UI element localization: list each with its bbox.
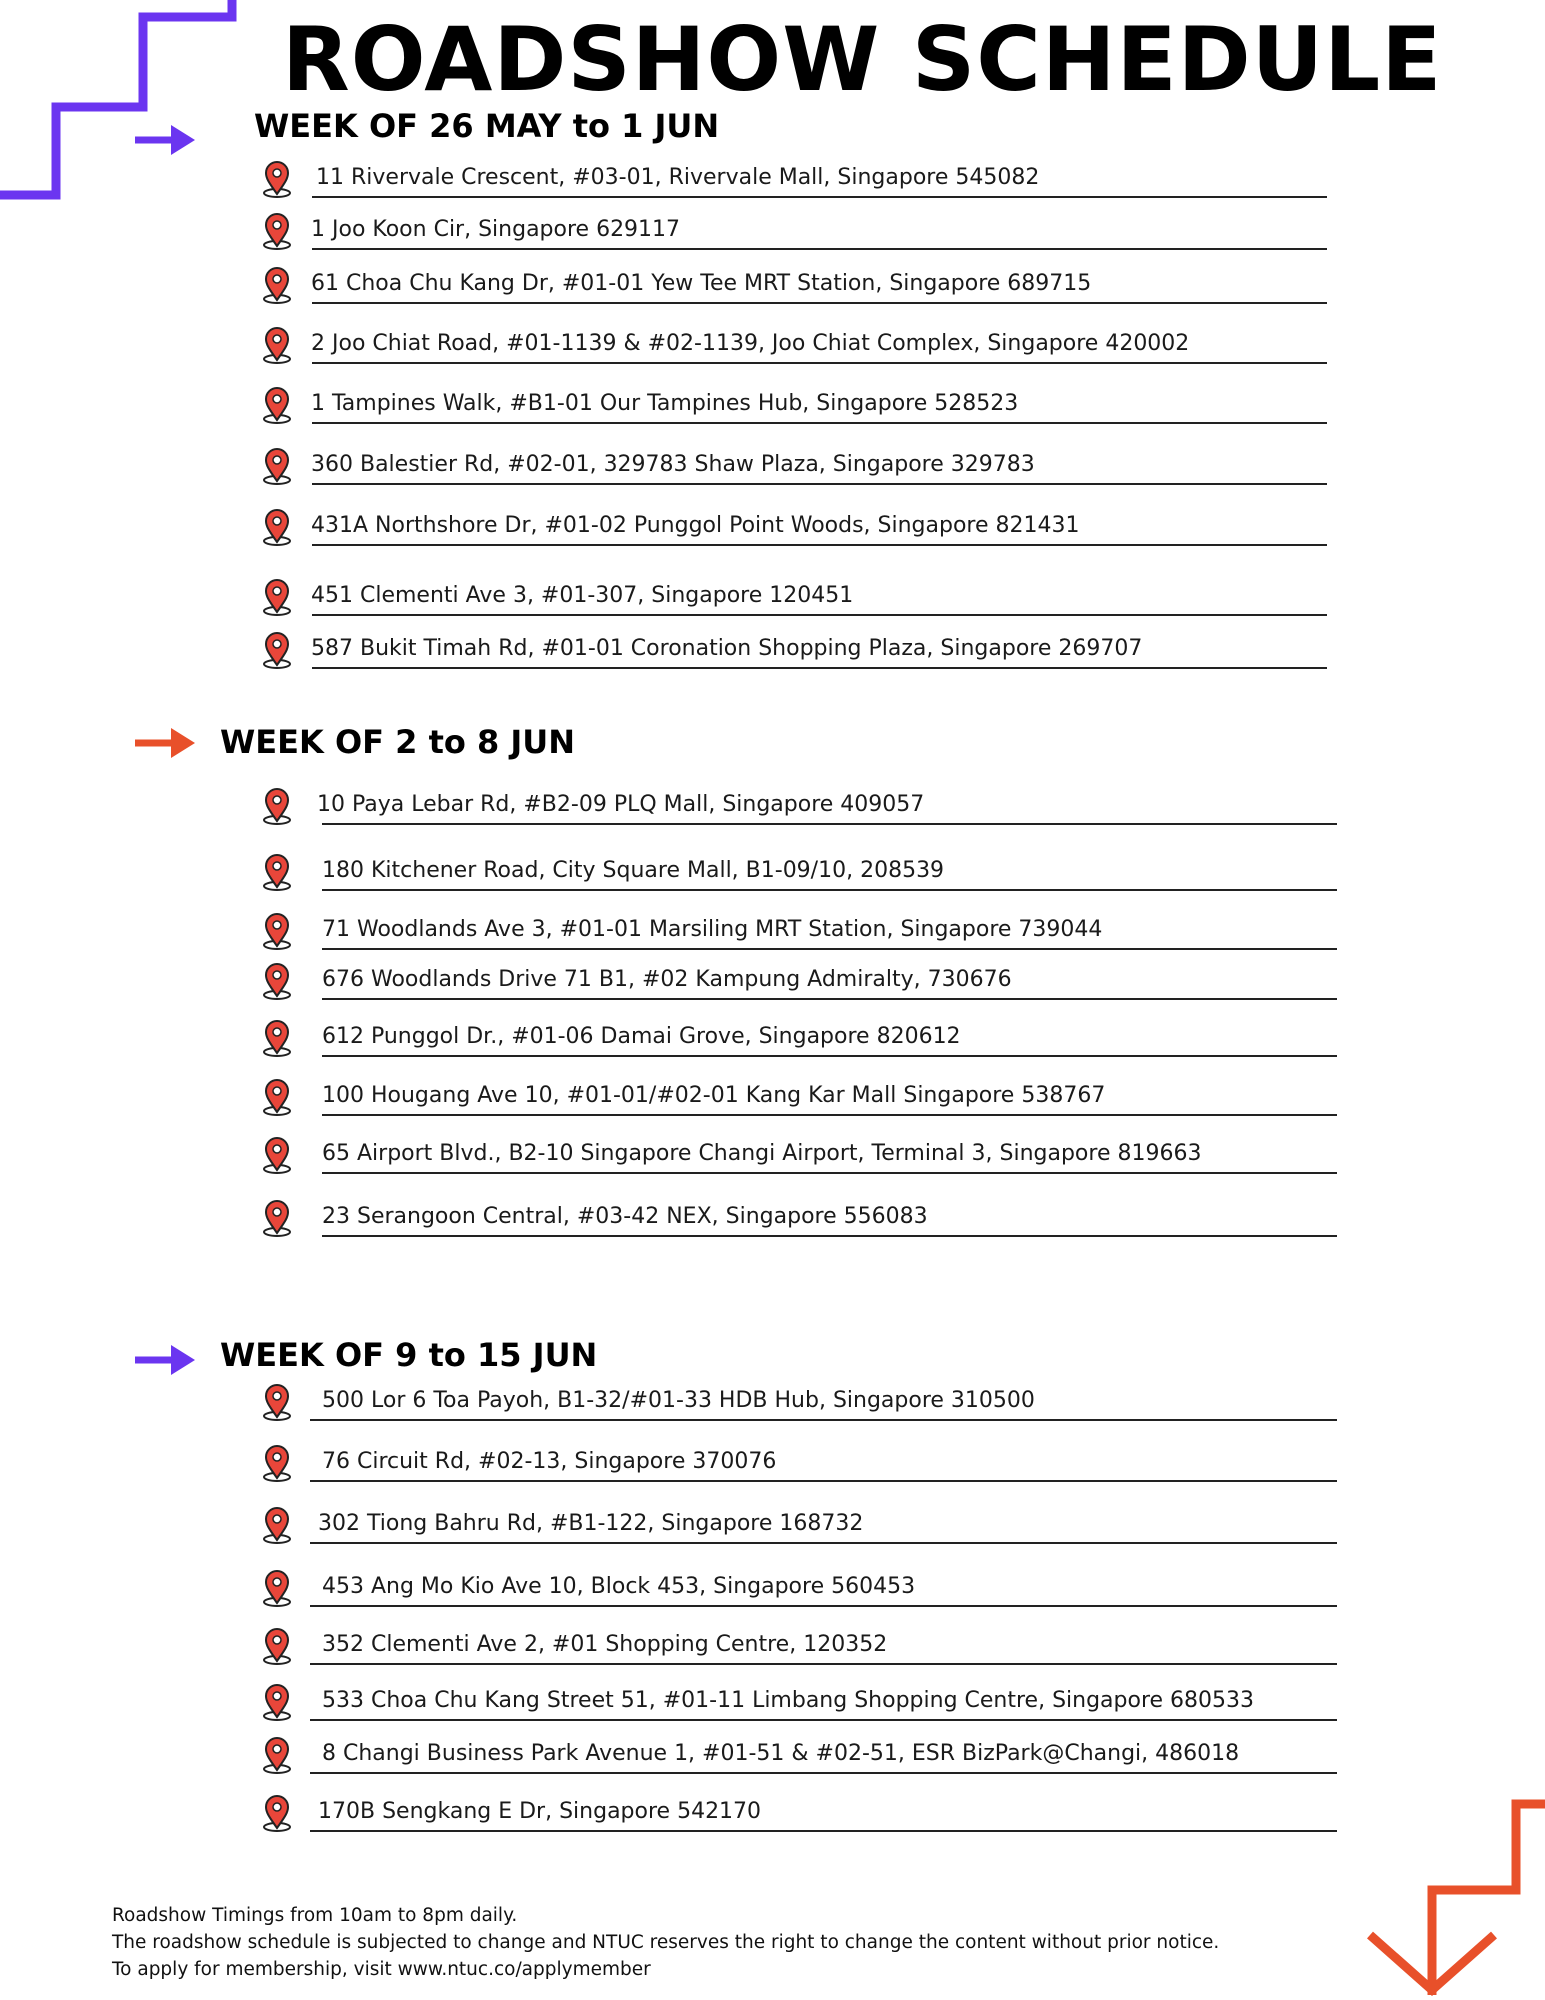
location-address: 533 Choa Chu Kang Street 51, #01-11 Limbang Shopping Centre, Singapore 680533	[322, 1688, 1255, 1713]
map-pin-icon	[261, 1019, 293, 1057]
divider-line	[312, 248, 1327, 250]
location-row	[0, 1506, 1545, 1546]
map-pin-icon	[261, 1627, 293, 1665]
location-address: 431A Northshore Dr, #01-02 Punggol Point Woods, Singapore 821431	[311, 513, 1080, 538]
location-row	[0, 1444, 1545, 1484]
map-pin-icon	[261, 1383, 293, 1421]
location-row	[0, 1078, 1545, 1118]
map-pin-icon	[261, 160, 293, 198]
map-pin-icon	[261, 1078, 293, 1116]
location-address: 71 Woodlands Ave 3, #01-01 Marsiling MRT Station, Singapore 739044	[322, 917, 1103, 942]
footer-disclaimer: The roadshow schedule is subjected to change and NTUC reserves the right to change the content without prior notice.	[112, 1932, 1220, 1953]
location-row	[0, 631, 1545, 671]
footer-membership-link: To apply for membership, visit www.ntuc.co/applymember	[112, 1959, 651, 1980]
map-pin-icon	[261, 1736, 293, 1774]
map-pin-icon	[261, 631, 293, 669]
divider-line	[312, 302, 1327, 304]
location-row	[0, 1736, 1545, 1776]
divider-line	[312, 196, 1327, 198]
location-address: 23 Serangoon Central, #03-42 NEX, Singapore 556083	[322, 1204, 928, 1229]
footer-notes	[112, 1902, 1219, 1983]
location-address: 1 Tampines Walk, #B1-01 Our Tampines Hub, Singapore 528523	[311, 391, 1019, 416]
map-pin-icon	[261, 447, 293, 485]
location-row	[0, 447, 1545, 487]
location-row	[0, 912, 1545, 952]
map-pin-icon	[261, 787, 293, 825]
location-row	[0, 1569, 1545, 1609]
map-pin-icon	[261, 1506, 293, 1544]
map-pin-icon	[261, 578, 293, 616]
location-row	[0, 266, 1545, 306]
location-row	[0, 1683, 1545, 1723]
location-row	[0, 1627, 1545, 1667]
map-pin-icon	[261, 1683, 293, 1721]
location-address: 360 Balestier Rd, #02-01, 329783 Shaw Plaza, Singapore 329783	[311, 452, 1035, 477]
divider-line	[312, 544, 1327, 546]
divider-line	[310, 1719, 1337, 1721]
map-pin-icon	[261, 912, 293, 950]
location-row	[0, 853, 1545, 893]
location-row	[0, 578, 1545, 618]
location-address: 612 Punggol Dr., #01-06 Damai Grove, Singapore 820612	[322, 1024, 961, 1049]
map-pin-icon	[261, 326, 293, 364]
divider-line	[322, 998, 1337, 1000]
divider-line	[312, 614, 1327, 616]
divider-line	[322, 823, 1337, 825]
divider-line	[310, 1663, 1337, 1665]
divider-line	[322, 1235, 1337, 1237]
map-pin-icon	[261, 212, 293, 250]
location-address: 170B Sengkang E Dr, Singapore 542170	[318, 1799, 762, 1824]
location-row	[0, 787, 1545, 827]
location-address: 61 Choa Chu Kang Dr, #01-01 Yew Tee MRT Station, Singapore 689715	[311, 271, 1092, 296]
week-3-arrow-icon	[135, 1343, 197, 1377]
location-address: 65 Airport Blvd., B2-10 Singapore Changi Airport, Terminal 3, Singapore 819663	[322, 1141, 1202, 1166]
divider-line	[310, 1830, 1337, 1832]
page-title: ROADSHOW SCHEDULE	[282, 8, 1443, 111]
map-pin-icon	[261, 962, 293, 1000]
divider-line	[322, 948, 1337, 950]
location-row	[0, 212, 1545, 252]
location-row	[0, 1019, 1545, 1059]
divider-line	[310, 1419, 1337, 1421]
location-row	[0, 326, 1545, 366]
divider-line	[322, 1055, 1337, 1057]
location-row	[0, 1383, 1545, 1423]
location-address: 352 Clementi Ave 2, #01 Shopping Centre, 120352	[322, 1632, 888, 1657]
map-pin-icon	[261, 1569, 293, 1607]
divider-line	[310, 1542, 1337, 1544]
location-address: 10 Paya Lebar Rd, #B2-09 PLQ Mall, Singapore 409057	[317, 792, 925, 817]
map-pin-icon	[261, 1136, 293, 1174]
divider-line	[310, 1480, 1337, 1482]
location-address: 451 Clementi Ave 3, #01-307, Singapore 120451	[311, 583, 854, 608]
location-address: 76 Circuit Rd, #02-13, Singapore 370076	[322, 1449, 777, 1474]
divider-line	[312, 422, 1327, 424]
divider-line	[310, 1772, 1337, 1774]
divider-line	[322, 1172, 1337, 1174]
location-row	[0, 962, 1545, 1002]
location-address: 453 Ang Mo Kio Ave 10, Block 453, Singapore 560453	[322, 1574, 916, 1599]
location-address: 11 Rivervale Crescent, #03-01, Rivervale Mall, Singapore 545082	[316, 165, 1040, 190]
divider-line	[322, 1114, 1337, 1116]
footer-timings: Roadshow Timings from 10am to 8pm daily.	[112, 1905, 518, 1926]
week-3-heading: WEEK OF 9 to 15 JUN	[220, 1336, 598, 1374]
location-address: 500 Lor 6 Toa Payoh, B1-32/#01-33 HDB Hub, Singapore 310500	[322, 1388, 1035, 1413]
divider-line	[312, 667, 1327, 669]
week-2-heading: WEEK OF 2 to 8 JUN	[220, 723, 576, 761]
map-pin-icon	[261, 1199, 293, 1237]
location-address: 302 Tiong Bahru Rd, #B1-122, Singapore 168732	[318, 1511, 864, 1536]
location-address: 180 Kitchener Road, City Square Mall, B1-09/10, 208539	[322, 858, 945, 883]
location-address: 676 Woodlands Drive 71 B1, #02 Kampung Admiralty, 730676	[322, 967, 1012, 992]
map-pin-icon	[261, 853, 293, 891]
divider-line	[310, 1605, 1337, 1607]
week-1-heading: WEEK OF 26 MAY to 1 JUN	[254, 107, 720, 145]
location-address: 100 Hougang Ave 10, #01-01/#02-01 Kang Kar Mall Singapore 538767	[322, 1083, 1106, 1108]
location-address: 2 Joo Chiat Road, #01-1139 & #02-1139, Joo Chiat Complex, Singapore 420002	[311, 331, 1190, 356]
divider-line	[322, 889, 1337, 891]
map-pin-icon	[261, 386, 293, 424]
location-row	[0, 1794, 1545, 1834]
map-pin-icon	[261, 1444, 293, 1482]
location-row	[0, 508, 1545, 548]
location-row	[0, 1199, 1545, 1239]
location-address: 587 Bukit Timah Rd, #01-01 Coronation Shopping Plaza, Singapore 269707	[311, 636, 1143, 661]
location-address: 1 Joo Koon Cir, Singapore 629117	[311, 217, 681, 242]
location-row	[0, 160, 1545, 200]
map-pin-icon	[261, 508, 293, 546]
location-row	[0, 1136, 1545, 1176]
map-pin-icon	[261, 1794, 293, 1832]
divider-line	[312, 362, 1327, 364]
week-2-arrow-icon	[135, 726, 197, 760]
week-1-arrow-icon	[135, 123, 197, 157]
location-address: 8 Changi Business Park Avenue 1, #01-51 & #02-51, ESR BizPark@Changi, 486018	[322, 1741, 1240, 1766]
map-pin-icon	[261, 266, 293, 304]
divider-line	[312, 483, 1327, 485]
location-row	[0, 386, 1545, 426]
